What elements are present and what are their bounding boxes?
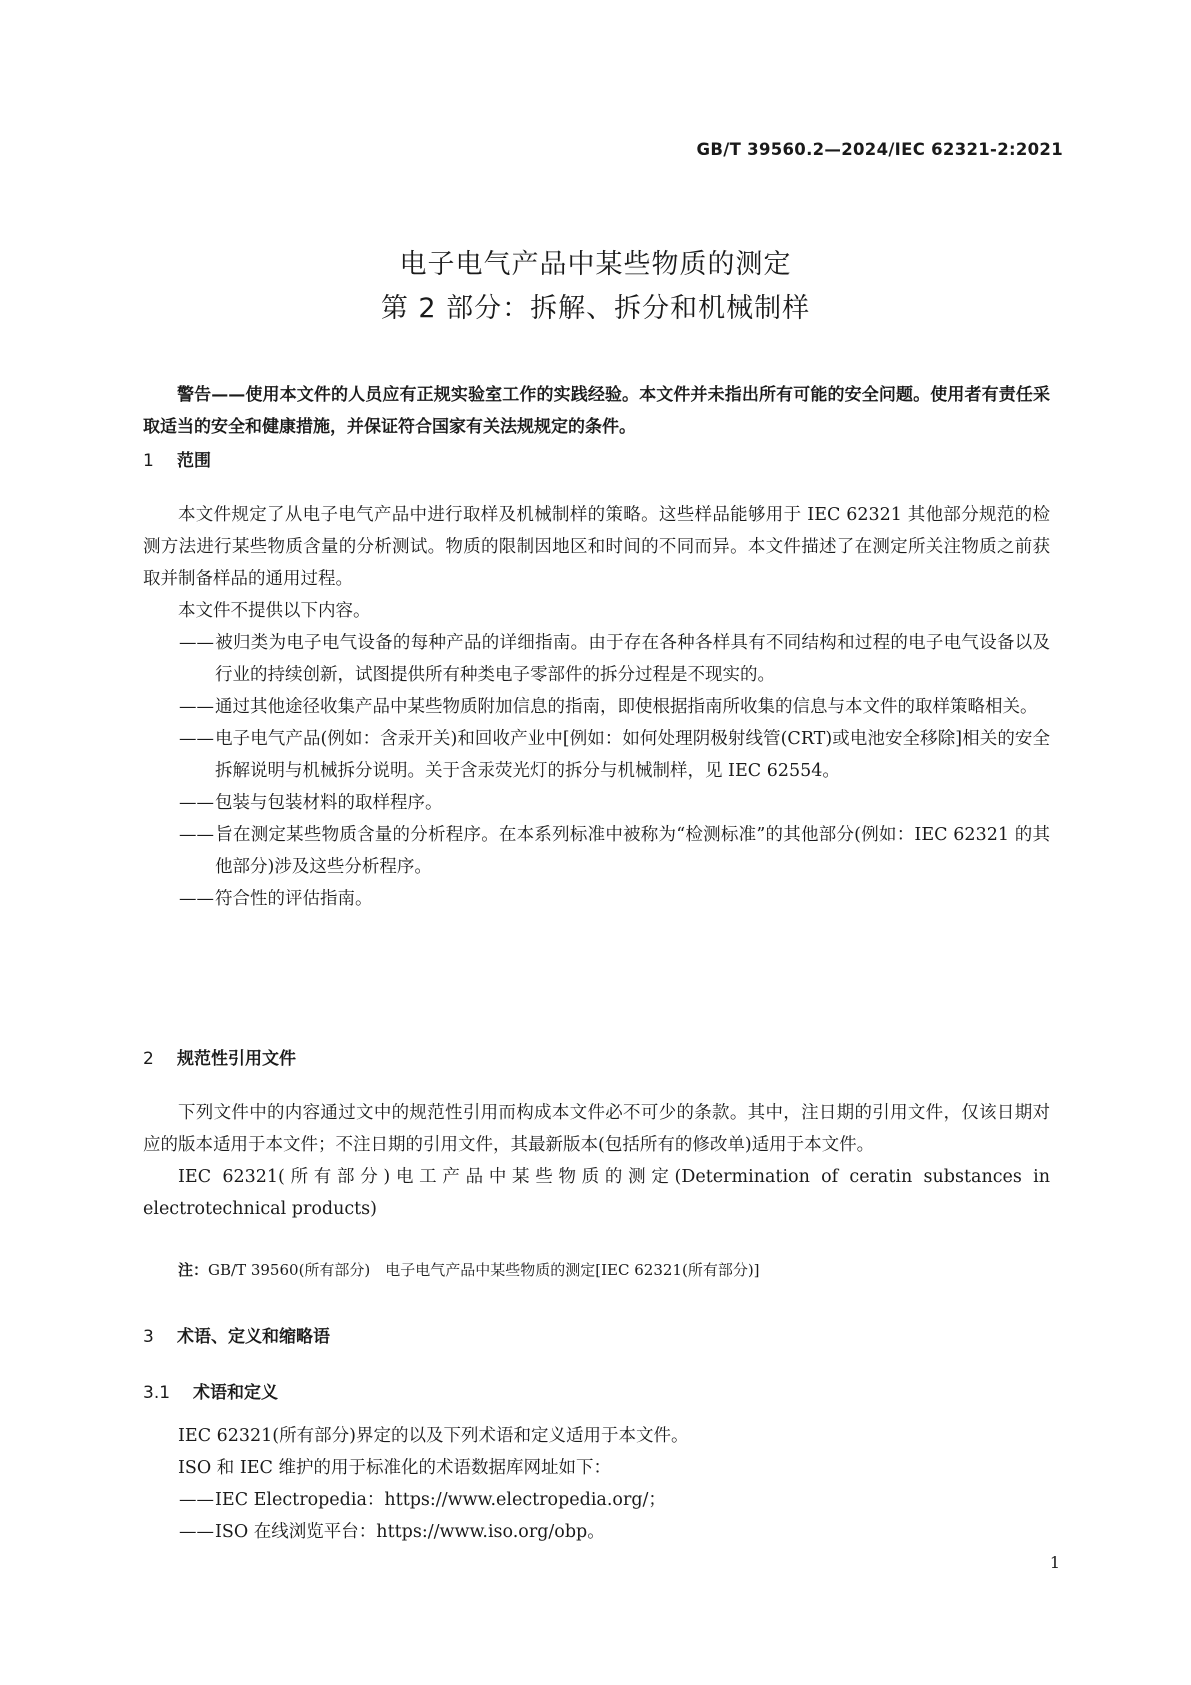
list-item: ——通过其他途径收集产品中某些物质附加信息的指南，即使根据指南所收集的信息与本文件的取样策略相关。 — [143, 691, 1050, 723]
electropedia-link[interactable]: IEC Electropedia：https://www.electropedia.org/； — [215, 1490, 666, 1510]
terminology-links-list — [143, 1484, 1050, 1548]
list-item: ——被归类为电子电气设备的每种产品的详细指南。由于存在各种各样具有不同结构和过程的电子电气设备以及行业的持续创新，试图提供所有种类电子零部件的拆分过程是不现实的。 — [143, 627, 1050, 691]
exclusion-list — [143, 627, 1050, 915]
note-label: 注： — [178, 1261, 209, 1279]
section-3-heading — [143, 1322, 330, 1347]
section-2-body — [143, 1097, 1050, 1225]
paragraph: IEC 62321(所有部分)电工产品中某些物质的测定(Determination of ceratin substances in electrotechnical products) — [143, 1167, 1050, 1219]
list-item: ——旨在测定某些物质含量的分析程序。在本系列标准中被称为“检测标准”的其他部分(例如：IEC 62321 的其他部分)涉及这些分析程序。 — [143, 819, 1050, 883]
section-number: 1 — [143, 451, 154, 471]
list-item: ——电子电气产品(例如：含汞开关)和回收产业中[例如：如何处理阴极射线管(CRT)或电池安全移除]相关的安全拆解说明与机械拆分说明。关于含汞荧光灯的拆分与机械制样，见 IEC 62554。 — [143, 723, 1050, 787]
dash-marker: —— — [179, 729, 214, 749]
dash-marker: —— — [179, 793, 214, 813]
subsection-number: 3.1 — [143, 1383, 171, 1403]
section-number: 3 — [143, 1327, 154, 1347]
document-title-line2: 第 2 部分：拆解、拆分和机械制样 — [380, 293, 811, 324]
document-title-line1: 电子电气产品中某些物质的测定 — [399, 249, 792, 280]
paragraph: ISO 和 IEC 维护的用于标准化的术语数据库网址如下： — [178, 1458, 612, 1478]
note-text: GB/T 39560(所有部分) 电子电气产品中某些物质的测定[IEC 62321(所有部分)] — [208, 1261, 760, 1279]
dash-marker: —— — [179, 1522, 214, 1542]
section-1-body — [143, 499, 1050, 915]
section-3-body — [143, 1420, 1050, 1548]
section-title: 规范性引用文件 — [177, 1049, 296, 1069]
subsection-3-1-heading — [143, 1378, 278, 1403]
dash-marker: —— — [179, 889, 214, 909]
iso-obp-link[interactable]: ISO 在线浏览平台：https://www.iso.org/obp。 — [215, 1522, 605, 1542]
dash-marker: —— — [179, 697, 214, 717]
list-item — [143, 1484, 1050, 1516]
dash-marker: —— — [179, 1490, 214, 1510]
section-title: 范围 — [177, 451, 211, 471]
list-item — [143, 1516, 1050, 1548]
list-item: ——包装与包装材料的取样程序。 — [143, 787, 1050, 819]
section-title: 术语、定义和缩略语 — [177, 1327, 330, 1347]
section-2-heading — [143, 1044, 296, 1069]
paragraph: 下列文件中的内容通过文中的规范性引用而构成本文件必不可少的条款。其中，注日期的引用文件，仅该日期对应的版本适用于本文件；不注日期的引用文件，其最新版本(包括所有的修改单)适用于本文件。 — [143, 1103, 1050, 1155]
page-number: 1 — [1049, 1553, 1060, 1572]
dash-marker: —— — [179, 825, 214, 845]
note — [178, 1259, 760, 1280]
paragraph: 本文件规定了从电子电气产品中进行取样及机械制样的策略。这些样品能够用于 IEC 62321 其他部分规范的检测方法进行某些物质含量的分析测试。物质的限制因地区和时间的不同而异。本文件描述了在测定所关注物质之前获取并制备样品的通用过程。 — [143, 505, 1050, 589]
warning-paragraph: 警告——使用本文件的人员应有正规实验室工作的实践经验。本文件并未指出所有可能的安全问题。使用者有责任采取适当的安全和健康措施，并保证符合国家有关法规规定的条件。 — [143, 385, 1050, 437]
standard-code: GB/T 39560.2—2024/IEC 62321-2:2021 — [696, 140, 1063, 159]
section-number: 2 — [143, 1049, 154, 1069]
section-1-heading — [143, 446, 211, 471]
paragraph: IEC 62321(所有部分)界定的以及下列术语和定义适用于本文件。 — [178, 1426, 689, 1446]
subsection-title: 术语和定义 — [193, 1383, 278, 1403]
paragraph: 本文件不提供以下内容。 — [178, 601, 371, 621]
list-item: ——符合性的评估指南。 — [143, 883, 1050, 915]
dash-marker: —— — [179, 633, 214, 653]
